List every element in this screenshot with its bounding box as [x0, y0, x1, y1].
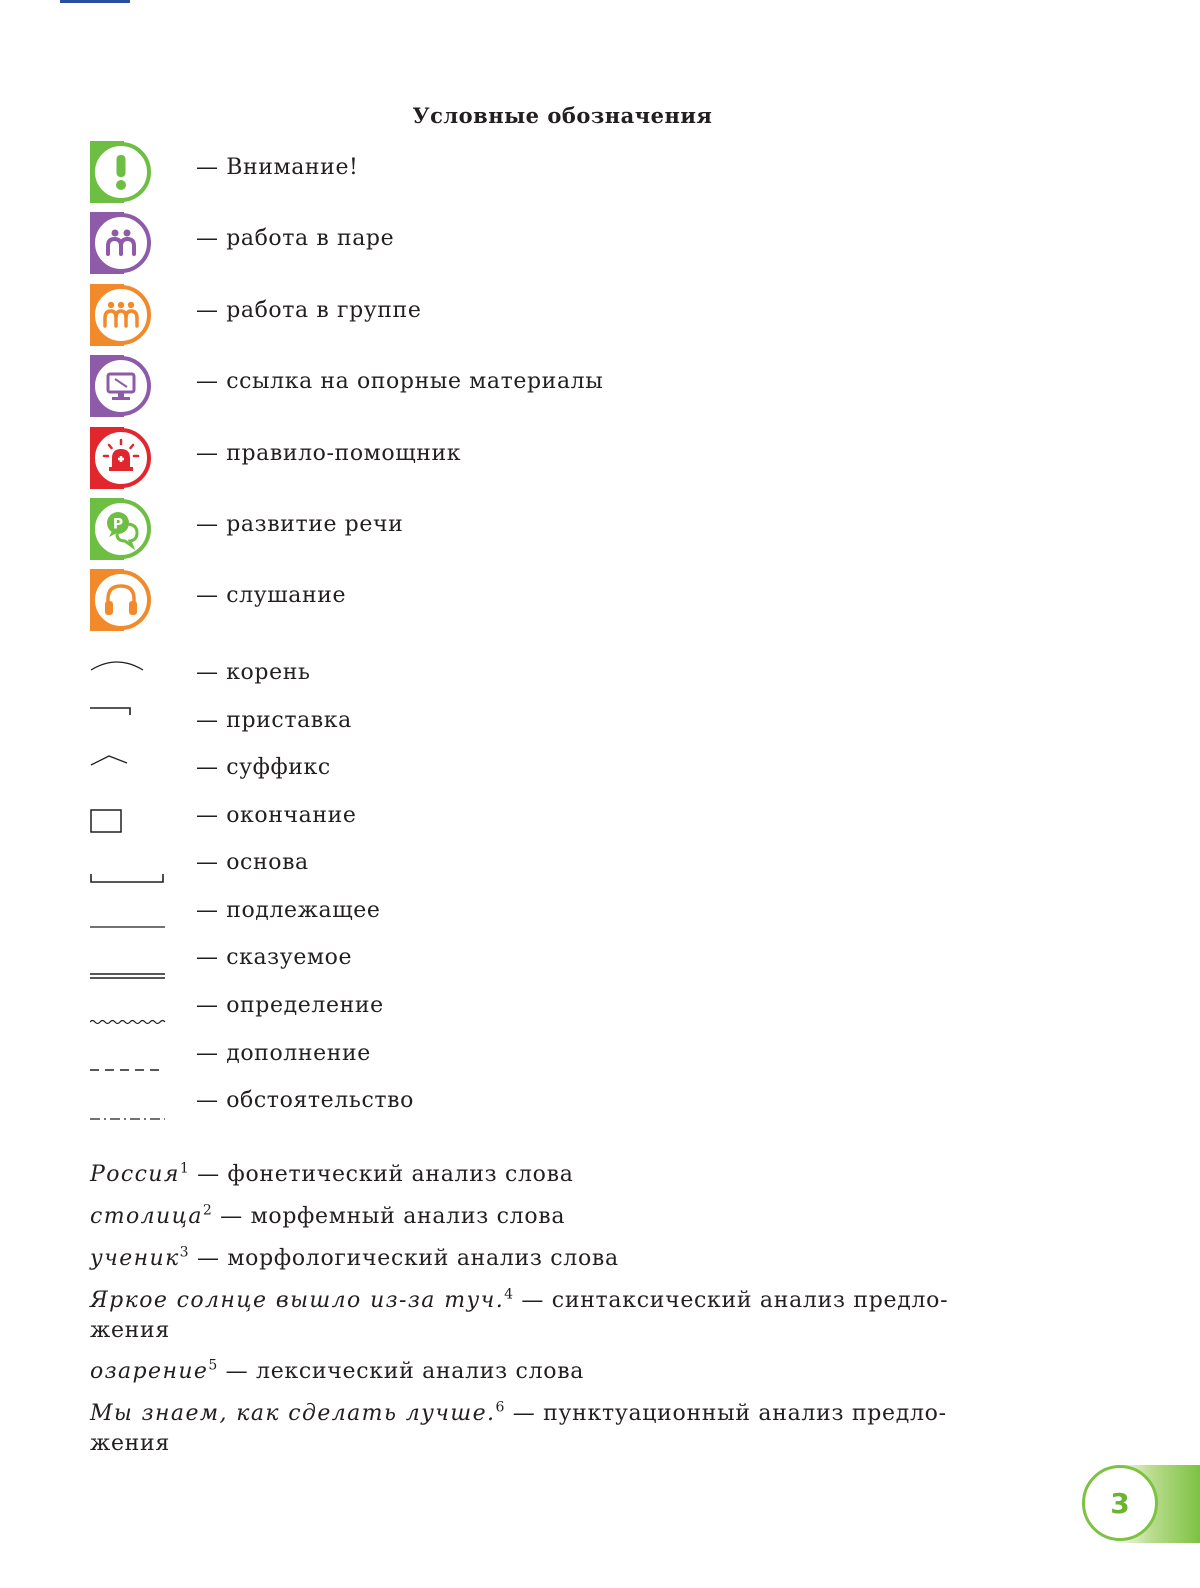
- analysis-number: 2: [202, 1202, 213, 1219]
- svg-text:P: P: [112, 516, 124, 533]
- mark-row-object: [90, 1039, 890, 1079]
- mark-row-root: [90, 658, 890, 698]
- exclamation-icon: [90, 141, 152, 203]
- mark-label: — суффикс: [196, 755, 331, 780]
- analysis-number: 1: [179, 1160, 190, 1177]
- suffix-caret-mark: [90, 753, 170, 793]
- analysis-description: — синтаксический анализ предло-: [513, 1288, 949, 1313]
- legend-label: — работа в паре: [196, 226, 395, 251]
- analysis-lexical: [90, 1357, 980, 1387]
- analysis-description: — морфологический анализ слова: [189, 1246, 619, 1271]
- analysis-description: — морфемный анализ слова: [212, 1204, 566, 1229]
- legend-label: — ссылка на опорные материалы: [196, 369, 604, 394]
- stem-bracket-mark: [90, 848, 170, 888]
- legend-row-reference: [90, 355, 890, 417]
- headphones-icon: [90, 569, 152, 631]
- legend-label: — правило-помощник: [196, 441, 462, 466]
- mark-row-stem: [90, 848, 890, 888]
- analysis-number: 4: [504, 1286, 514, 1303]
- analysis-punctuation: [90, 1399, 980, 1459]
- single-underline-mark: [90, 896, 170, 936]
- legend-label: — слушание: [196, 583, 347, 608]
- mark-row-suffix: [90, 753, 890, 793]
- analysis-example: ученик: [90, 1246, 180, 1271]
- dashed-underline-mark: [90, 1039, 170, 1079]
- legend-row-rule: [90, 427, 890, 489]
- monitor-icon: [90, 355, 152, 417]
- mark-row-predicate: [90, 943, 890, 983]
- double-underline-mark: [90, 943, 170, 983]
- mark-label: — окончание: [196, 803, 357, 828]
- legend-row-attention: [90, 141, 890, 203]
- analysis-phonetic: [90, 1160, 980, 1190]
- siren-icon: [90, 427, 152, 489]
- page-number-badge: [1082, 1465, 1200, 1543]
- mark-label: — дополнение: [196, 1041, 371, 1066]
- mark-label: — подлежащее: [196, 898, 381, 923]
- pair-work-icon: [90, 212, 152, 274]
- page-title: Условные обозначения: [412, 103, 713, 128]
- group-work-icon: [90, 284, 152, 346]
- legend-row-pair-work: [90, 212, 890, 274]
- analysis-description-continued: жения: [90, 1431, 170, 1456]
- mark-row-prefix: [90, 706, 890, 746]
- analysis-morphological: [90, 1244, 980, 1274]
- mark-label: — приставка: [196, 708, 352, 733]
- mark-row-adverbial: [90, 1086, 890, 1126]
- mark-label: — корень: [196, 660, 311, 685]
- legend-row-listening: [90, 569, 890, 631]
- analysis-description: — пунктуационный анализ предло-: [505, 1401, 947, 1426]
- mark-row-subject: [90, 896, 890, 936]
- mark-row-attribute: [90, 991, 890, 1031]
- mark-label: — основа: [196, 850, 309, 875]
- analysis-description: — фонетический анализ слова: [189, 1162, 574, 1187]
- analysis-example: Мы знаем, как сделать лучше.: [90, 1401, 496, 1426]
- analysis-example: Россия: [90, 1162, 180, 1187]
- mark-label: — сказуемое: [196, 945, 353, 970]
- wavy-underline-mark: [90, 991, 170, 1031]
- mark-row-ending: [90, 801, 890, 841]
- top-edge-mark: [60, 0, 130, 3]
- analysis-description: — лексический анализ слова: [217, 1359, 585, 1384]
- legend-label: — развитие речи: [196, 512, 404, 537]
- analysis-example: Яркое солнце вышло из-за туч.: [90, 1288, 505, 1313]
- analysis-example: столица: [90, 1204, 203, 1229]
- page-number: 3: [1082, 1465, 1158, 1541]
- mark-label: — определение: [196, 993, 384, 1018]
- legend-label: — Внимание!: [196, 155, 359, 180]
- mark-label: — обстоятельство: [196, 1088, 414, 1113]
- ending-box-mark: [90, 801, 170, 841]
- legend-row-group-work: [90, 284, 890, 346]
- analysis-description-continued: жения: [90, 1318, 170, 1343]
- analysis-morphemic: [90, 1202, 980, 1232]
- root-arc-mark: [90, 658, 170, 698]
- legend-label: — работа в группе: [196, 298, 422, 323]
- analysis-example: озарение: [90, 1359, 209, 1384]
- legend-row-speech: [90, 498, 890, 560]
- analysis-number: 3: [179, 1244, 190, 1261]
- analysis-number: 6: [495, 1399, 506, 1416]
- dash-dot-underline-mark: [90, 1086, 170, 1126]
- speech-bubble-icon: [90, 498, 152, 560]
- analysis-number: 5: [208, 1357, 218, 1374]
- analysis-syntactic: [90, 1286, 980, 1346]
- prefix-corner-mark: [90, 706, 170, 746]
